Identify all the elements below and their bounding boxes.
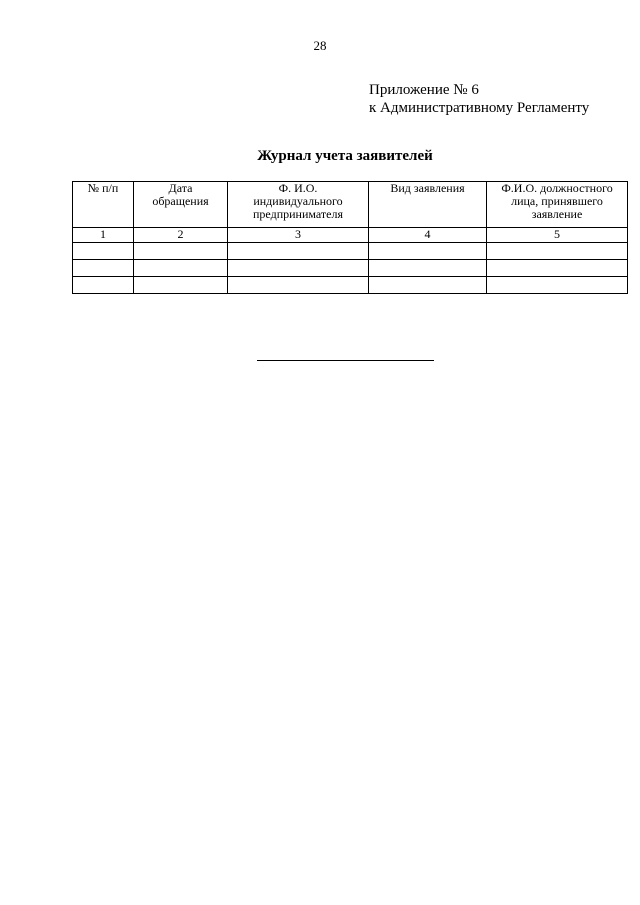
column-number-cell: 3 xyxy=(228,228,369,243)
empty-cell xyxy=(487,243,628,260)
header-text: Дата xyxy=(168,181,193,195)
applicants-journal-table xyxy=(72,181,628,294)
header-cell-number xyxy=(73,182,134,228)
separator-line xyxy=(257,360,434,361)
column-number-row xyxy=(73,228,628,243)
header-text: обращения xyxy=(152,194,209,208)
column-number-cell: 1 xyxy=(73,228,134,243)
header-text: Вид заявления xyxy=(390,181,465,195)
empty-cell xyxy=(487,260,628,277)
empty-cell xyxy=(134,260,228,277)
empty-cell xyxy=(228,260,369,277)
header-cell-application-type xyxy=(369,182,487,228)
header-text: Ф.И.О. должностного xyxy=(501,181,613,195)
appendix-heading xyxy=(369,81,589,117)
header-text: Ф. И.О. xyxy=(278,181,318,195)
column-number-cell: 2 xyxy=(134,228,228,243)
header-cell-entrepreneur-name xyxy=(228,182,369,228)
document-title: Журнал учета заявителей xyxy=(257,148,433,164)
table-row xyxy=(73,243,628,260)
table-header-row xyxy=(73,182,628,228)
appendix-line-1: Приложение № 6 xyxy=(369,82,479,98)
empty-cell xyxy=(369,277,487,294)
header-text: заявление xyxy=(531,207,583,221)
empty-cell xyxy=(73,277,134,294)
table-row xyxy=(73,277,628,294)
empty-cell xyxy=(73,260,134,277)
empty-cell xyxy=(487,277,628,294)
header-cell-official-name xyxy=(487,182,628,228)
header-text: № п/п xyxy=(87,181,119,195)
header-text: индивидуального xyxy=(253,194,343,208)
header-cell-date xyxy=(134,182,228,228)
table-row xyxy=(73,260,628,277)
empty-cell xyxy=(73,243,134,260)
appendix-line-2: к Административному Регламенту xyxy=(369,100,590,116)
empty-cell xyxy=(369,260,487,277)
header-text: лица, принявшего xyxy=(511,194,603,208)
empty-cell xyxy=(228,243,369,260)
empty-cell xyxy=(134,243,228,260)
empty-cell xyxy=(369,243,487,260)
empty-cell xyxy=(228,277,369,294)
page-number: 28 xyxy=(313,38,327,53)
empty-cell xyxy=(134,277,228,294)
header-text: предпринимателя xyxy=(253,207,343,221)
column-number-cell: 4 xyxy=(369,228,487,243)
column-number-cell: 5 xyxy=(487,228,628,243)
